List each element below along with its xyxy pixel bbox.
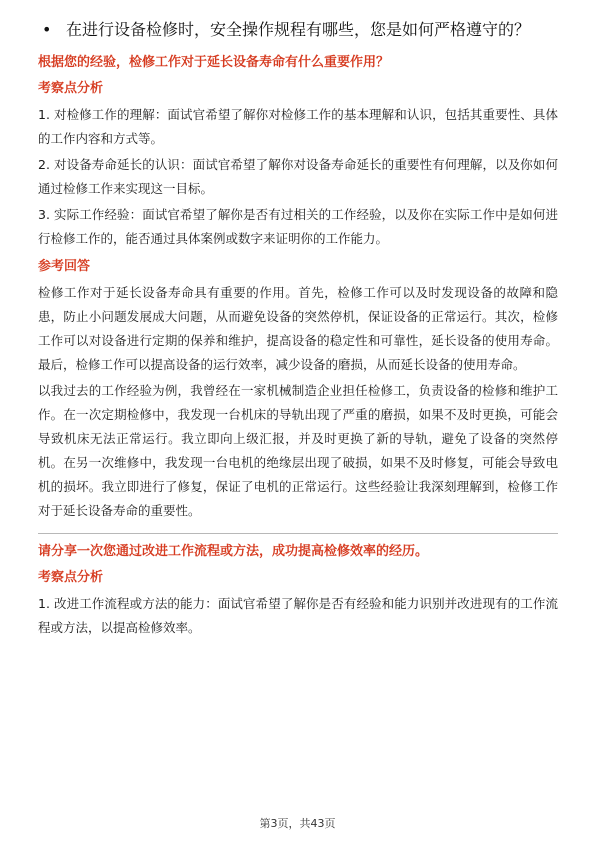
q1-answer-label: 参考回答 — [38, 259, 91, 274]
q1-analysis-label: 考察点分析 — [38, 81, 104, 96]
question-2-title: 请分享一次您通过改进工作流程或方法，成功提高检修效率的经历。 — [38, 544, 429, 559]
q1-analysis-point-1: 1. 对检修工作的理解：面试官希望了解你对检修工作的基本理解和认识，包括其重要性、具体的工作内容和方式等。 — [38, 107, 558, 146]
intro-bullet-text: 在进行设备检修时，安全操作规程有哪些，您是如何严格遵守的？ — [66, 20, 531, 39]
q1-analysis-point-2: 2. 对设备寿命延长的认识：面试官希望了解你对设备寿命延长的重要性有何理解，以及你如何通过检修工作来实现这一目标。 — [38, 157, 558, 196]
q1-answer-paragraph-1: 检修工作对于延长设备寿命具有重要的作用。首先，检修工作可以及时发现设备的故障和隐患，防止小问题发展成大问题，从而避免设备的突然停机，保证设备的正常运行。其次，检修工作可以对设备进行定期的保养和维护，提高设备的稳定性和可靠性，延长设备的使用寿命。最后，检修工作可以提高设备的运行效率，减少设备的磨损，从而延长设备的使用寿命。 — [38, 285, 558, 372]
bullet-dot-icon: • — [42, 20, 52, 39]
question-1-title: 根据您的经验，检修工作对于延长设备寿命有什么重要作用？ — [38, 55, 390, 70]
page-content — [38, 18, 558, 642]
q1-answer-paragraph-2: 以我过去的工作经验为例，我曾经在一家机械制造企业担任检修工，负责设备的检修和维护工作。在一次定期检修中，我发现一台机床的导轨出现了严重的磨损，如果不及时更换，可能会导致机床无法正常运行。我立即向上级汇报，并及时更换了新的导轨，避免了设备的突然停机。在另一次维修中，我发现一台电机的绝缘层出现了破损，如果不及时修复，可能会导致电机的损坏。我立即进行了修复，保证了电机的正常运行。这些经验让我深刻理解到，检修工作对于延长设备寿命的重要性。 — [38, 383, 558, 518]
q2-analysis-label: 考察点分析 — [38, 570, 104, 585]
section-divider — [38, 533, 558, 534]
q1-analysis-point-3: 3. 实际工作经验：面试官希望了解你是否有过相关的工作经验，以及你在实际工作中是如何进行检修工作的，能否通过具体案例或数字来证明你的工作能力。 — [38, 207, 558, 246]
q2-analysis-point-1: 1. 改进工作流程或方法的能力：面试官希望了解你是否有经验和能力识别并改进现有的工作流程或方法，以提高检修效率。 — [38, 596, 558, 635]
page-footer: 第3页，共43页 — [259, 817, 336, 830]
intro-bullet-item — [38, 18, 558, 41]
